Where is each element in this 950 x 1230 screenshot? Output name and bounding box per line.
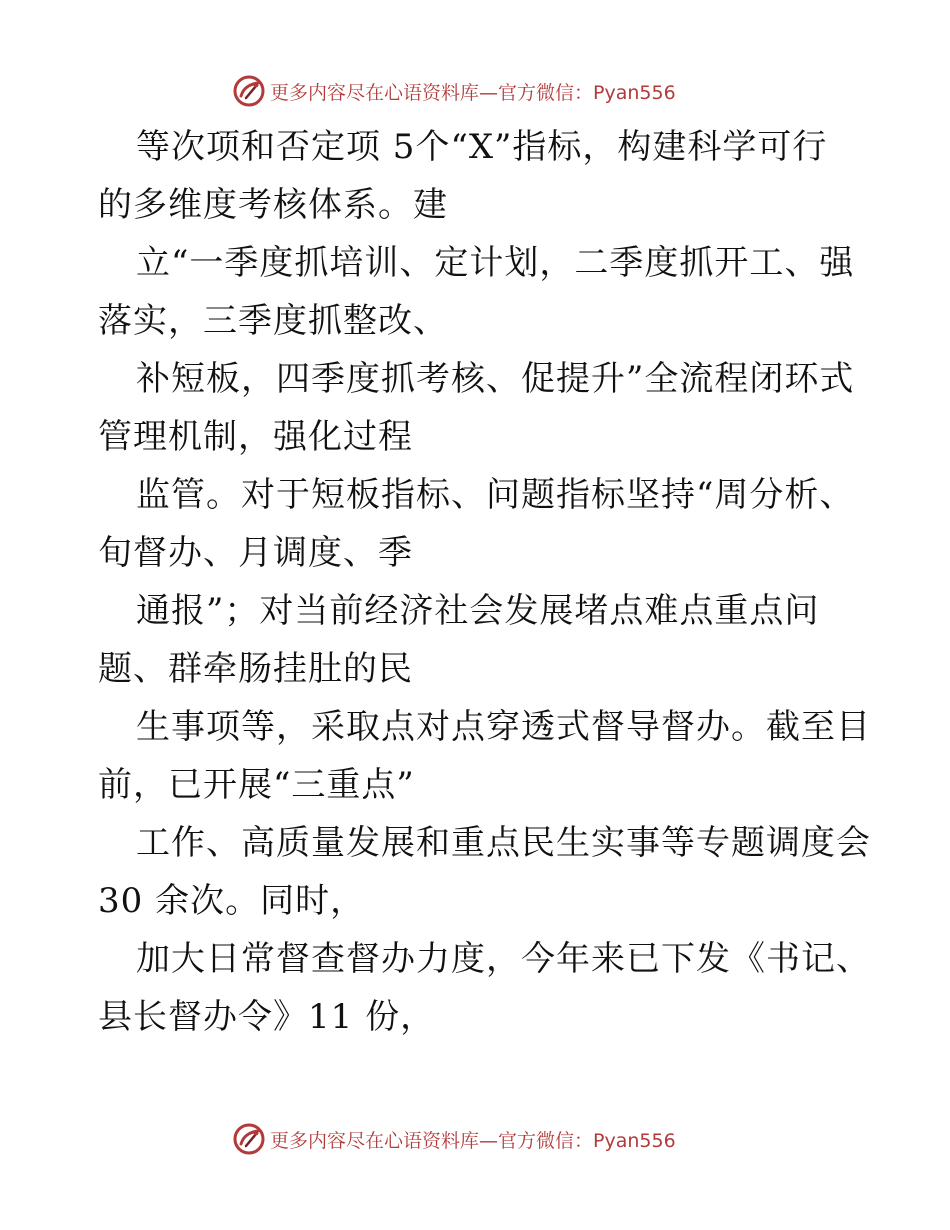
paragraph: [98, 814, 871, 930]
text-line: 旬督办、月调度、季: [98, 533, 413, 573]
text-line: 县长督办令》11 份，: [98, 997, 436, 1037]
document-body: [98, 118, 871, 1046]
text-line: 落实，三季度抓整改、: [98, 301, 448, 341]
watermark-handle: Pyan556: [593, 1129, 676, 1152]
text-line: 加大日常督查督办力度，今年来已下发《书记、: [136, 939, 871, 979]
text-line: 30 余次。同时，: [98, 881, 366, 921]
watermark-label: 更多内容尽在心语资料库—官方微信：: [270, 1129, 594, 1152]
watermark-text: [270, 1126, 676, 1153]
footer-watermark-banner: [232, 1122, 676, 1156]
header-watermark-banner: [232, 74, 676, 108]
text-line: 题、群牵肠挂肚的民: [98, 649, 413, 689]
brand-logo-icon: [232, 74, 266, 108]
brand-logo-icon: [232, 1122, 266, 1156]
paragraph: [98, 930, 871, 1046]
text-line: 的多维度考核体系。建: [98, 185, 448, 225]
text-line: 管理机制，强化过程: [98, 417, 413, 457]
text-line: 前，已开展“三重点”: [98, 765, 415, 805]
text-line: 立“一季度抓培训、定计划，二季度抓开工、强: [136, 243, 855, 283]
text-line: 生事项等，采取点对点穿透式督导督办。截至目: [136, 707, 871, 747]
paragraph: [98, 582, 858, 698]
paragraph: [98, 698, 871, 814]
paragraph: [98, 350, 858, 466]
paragraph: [98, 118, 858, 234]
paragraph: [98, 466, 858, 582]
paragraph: [98, 234, 858, 350]
watermark-handle: Pyan556: [593, 81, 676, 104]
text-line: 工作、高质量发展和重点民生实事等专题调度会: [136, 823, 871, 863]
text-line: 通报”；对当前经济社会发展堵点难点重点问: [136, 591, 820, 631]
watermark-label: 更多内容尽在心语资料库—官方微信：: [270, 81, 594, 104]
watermark-text: [270, 78, 676, 105]
text-line: 补短板，四季度抓考核、促提升”全流程闭环式: [136, 359, 855, 399]
text-line: 监管。对于短板指标、问题指标坚持“周分析、: [136, 475, 855, 515]
text-line: 等次项和否定项 5个“X”指标，构建科学可行: [136, 127, 828, 167]
